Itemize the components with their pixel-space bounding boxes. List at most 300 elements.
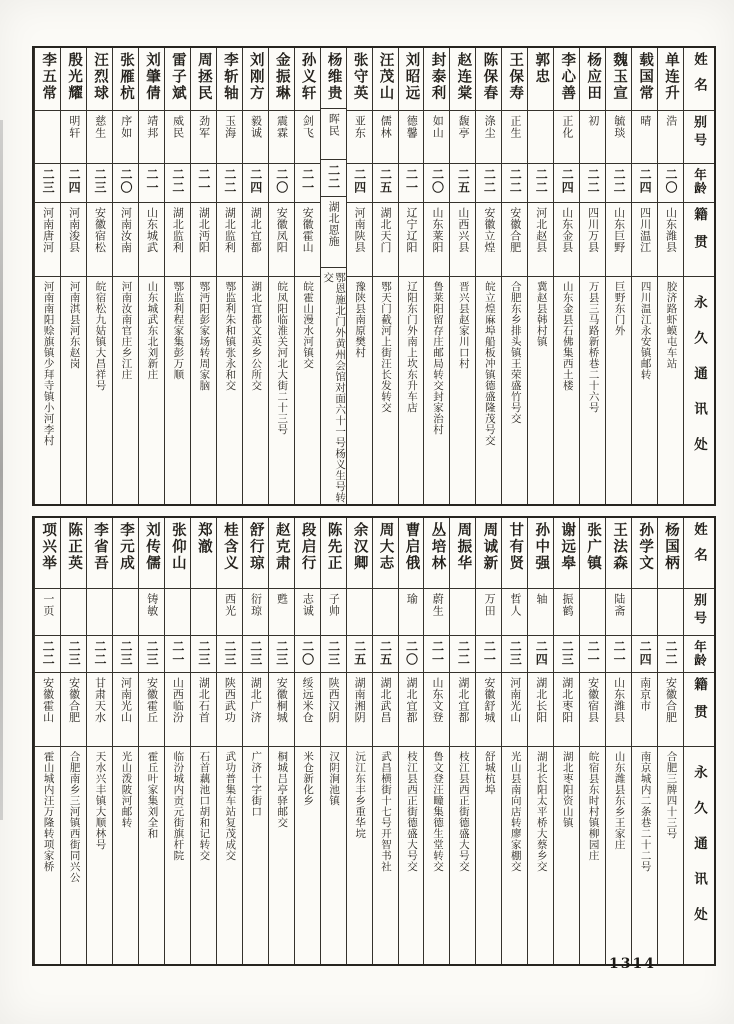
name-cell xyxy=(61,48,86,110)
alias-cell xyxy=(269,110,294,163)
name-text: 周诚新 xyxy=(481,522,498,572)
age-cell xyxy=(61,635,86,672)
name-cell xyxy=(476,48,501,110)
age-text: 二二 xyxy=(93,640,108,666)
alias-cell xyxy=(347,110,372,163)
name-text: 陈先正 xyxy=(325,522,342,572)
alias-text: 万田 xyxy=(483,593,496,617)
address-cell xyxy=(424,276,449,504)
name-cell xyxy=(606,518,631,588)
address-cell xyxy=(606,276,631,504)
age-cell xyxy=(165,635,190,672)
name-text: 刘传儒 xyxy=(143,522,160,572)
directory-table-top xyxy=(32,46,716,506)
name-cell xyxy=(139,518,164,588)
native-text: 山东金县 xyxy=(560,207,573,253)
native-cell xyxy=(658,202,683,276)
name-cell xyxy=(243,48,268,110)
native-text: 安徽合肥 xyxy=(67,677,80,723)
alias-cell xyxy=(61,588,86,635)
native-cell xyxy=(321,196,346,267)
native-text: 安徽立煌 xyxy=(482,207,495,253)
entry-column xyxy=(320,518,346,964)
native-text: 安徽宿县 xyxy=(586,677,599,723)
header-address-text: 永久通讯处 xyxy=(692,295,707,473)
address-text: 武功普集车站复茂成交 xyxy=(224,751,236,861)
name-text: 李斩轴 xyxy=(221,52,238,102)
native-text: 湖南湘阴 xyxy=(353,677,366,723)
age-text: 二四 xyxy=(560,168,575,194)
native-text: 湖北石首 xyxy=(197,677,210,723)
entry-column xyxy=(112,518,138,964)
address-cell xyxy=(269,746,294,964)
age-text: 二三 xyxy=(560,640,575,666)
age-text: 二三 xyxy=(326,640,341,666)
native-cell xyxy=(269,672,294,746)
header-alias-cell xyxy=(684,588,714,635)
name-text: 孙中强 xyxy=(533,522,550,572)
address-cell xyxy=(632,746,657,964)
native-cell xyxy=(243,672,268,746)
native-text: 四川万县 xyxy=(586,207,599,253)
address-text: 皖凤阳临淮关河北大街二十三号 xyxy=(276,281,288,435)
address-text: 合肥南乡三河镇西街同兴公 xyxy=(68,751,80,883)
age-text: 二二 xyxy=(508,168,523,194)
alias-cell xyxy=(528,110,553,163)
header-column xyxy=(683,48,714,504)
name-text: 赵连棠 xyxy=(455,52,472,102)
native-cell xyxy=(580,672,605,746)
age-text: 二一 xyxy=(196,168,211,194)
name-cell xyxy=(35,518,60,588)
native-cell xyxy=(165,202,190,276)
age-cell xyxy=(243,163,268,202)
native-text: 山东城武 xyxy=(145,207,158,253)
name-text: 张守英 xyxy=(351,52,368,102)
name-text: 杨应田 xyxy=(585,52,602,102)
native-cell xyxy=(554,672,579,746)
age-cell xyxy=(269,635,294,672)
address-cell xyxy=(61,276,86,504)
alias-text: 浩 xyxy=(664,115,677,127)
name-cell xyxy=(191,518,216,588)
name-text: 雷子斌 xyxy=(169,52,186,102)
address-cell xyxy=(554,746,579,964)
native-cell xyxy=(61,672,86,746)
age-cell xyxy=(295,635,320,672)
age-cell xyxy=(35,163,60,202)
native-text: 河南汝南 xyxy=(119,207,132,253)
native-text: 湖北天门 xyxy=(379,207,392,253)
age-cell xyxy=(165,163,190,202)
name-text: 单连升 xyxy=(663,52,680,102)
age-text: 二三 xyxy=(67,640,82,666)
age-text: 二三 xyxy=(274,640,289,666)
address-cell xyxy=(61,746,86,964)
native-text: 安徽宿松 xyxy=(93,207,106,253)
age-cell xyxy=(502,163,527,202)
alias-cell xyxy=(606,588,631,635)
address-cell xyxy=(528,276,553,504)
header-name-cell xyxy=(684,48,714,110)
name-cell xyxy=(528,48,553,110)
native-text: 山东潍县 xyxy=(612,677,625,723)
native-cell xyxy=(450,202,475,276)
name-cell xyxy=(139,48,164,110)
alias-text: 振鹤 xyxy=(560,593,573,617)
address-cell xyxy=(528,746,553,964)
alias-text: 德馨 xyxy=(405,115,418,139)
age-cell xyxy=(295,163,320,202)
name-text: 李心善 xyxy=(559,52,576,102)
alias-cell xyxy=(139,110,164,163)
alias-cell xyxy=(165,588,190,635)
address-text: 鄂天门截河上街汪长发转交 xyxy=(380,281,392,413)
address-text: 石首藕池口胡和记转交 xyxy=(198,751,210,861)
native-text: 安徽桐城 xyxy=(275,677,288,723)
name-text: 郑澈 xyxy=(195,522,212,555)
native-text: 山西兴县 xyxy=(456,207,469,253)
name-text: 杨维贵 xyxy=(325,52,342,102)
age-text: 二一 xyxy=(430,640,445,666)
age-cell xyxy=(632,635,657,672)
native-cell xyxy=(139,202,164,276)
native-cell xyxy=(373,202,398,276)
entry-column xyxy=(372,518,398,964)
native-text: 湖北宜都 xyxy=(249,207,262,253)
alias-cell xyxy=(191,110,216,163)
name-cell xyxy=(321,48,346,108)
address-text: 巨野东门外 xyxy=(613,281,625,336)
native-cell xyxy=(580,202,605,276)
address-text: 光山县南向店转廖家棚交 xyxy=(509,751,521,872)
native-text: 湖北宜都 xyxy=(456,677,469,723)
native-cell xyxy=(424,202,449,276)
address-cell xyxy=(139,276,164,504)
age-text: 二一 xyxy=(612,640,627,666)
age-text: 二三 xyxy=(222,640,237,666)
name-text: 周大志 xyxy=(377,522,394,572)
age-cell xyxy=(321,635,346,672)
address-text: 辽阳东门外南上坎东升车店 xyxy=(405,281,417,413)
address-cell xyxy=(632,276,657,504)
native-text: 安徽舒城 xyxy=(482,677,495,723)
header-age-cell xyxy=(684,635,714,672)
address-cell xyxy=(295,276,320,504)
address-cell xyxy=(373,746,398,964)
name-text: 曹启俄 xyxy=(403,522,420,572)
native-cell xyxy=(528,672,553,746)
header-name-cell xyxy=(684,518,714,588)
native-cell xyxy=(424,672,449,746)
address-cell xyxy=(217,746,242,964)
address-text: 枝江县西正街德盛大号交 xyxy=(457,751,469,872)
address-cell xyxy=(165,276,190,504)
name-text: 舒行琼 xyxy=(247,522,264,572)
age-cell xyxy=(191,163,216,202)
address-text: 广济十字街口 xyxy=(250,751,262,817)
native-cell xyxy=(269,202,294,276)
alias-cell xyxy=(347,588,372,635)
name-cell xyxy=(580,48,605,110)
entry-column xyxy=(605,518,631,964)
alias-text: 如山 xyxy=(431,115,444,139)
header-address-cell xyxy=(684,746,714,964)
address-cell xyxy=(450,276,475,504)
native-text: 安徽凤阳 xyxy=(275,207,288,253)
name-text: 郭忠 xyxy=(533,52,550,85)
age-text: 二二 xyxy=(482,168,497,194)
name-text: 金振琳 xyxy=(273,52,290,102)
page-number: 1314 xyxy=(609,956,656,972)
age-cell xyxy=(217,635,242,672)
address-text: 河南汝南官庄乡江庄 xyxy=(120,281,132,380)
name-cell xyxy=(321,518,346,588)
name-cell xyxy=(243,518,268,588)
alias-cell xyxy=(554,588,579,635)
age-text: 二二 xyxy=(41,640,56,666)
address-cell xyxy=(35,746,60,964)
age-text: 二〇 xyxy=(300,640,315,666)
age-text: 二一 xyxy=(300,168,315,194)
native-text: 山西临汾 xyxy=(171,677,184,723)
native-text: 甘肃天水 xyxy=(93,677,106,723)
entry-column xyxy=(138,48,164,504)
name-text: 余汉卿 xyxy=(351,522,368,572)
entry-column xyxy=(268,48,294,504)
address-text: 舒城杭埠 xyxy=(483,751,495,795)
name-cell xyxy=(347,518,372,588)
alias-text: 铸敏 xyxy=(145,593,158,617)
address-cell xyxy=(476,276,501,504)
address-text: 湖北长阳太平桥大蔡乡交 xyxy=(535,751,547,872)
native-text: 安徽霍山 xyxy=(301,207,314,253)
age-cell xyxy=(424,635,449,672)
address-cell xyxy=(243,276,268,504)
age-text: 二三 xyxy=(248,640,263,666)
name-cell xyxy=(658,518,683,588)
address-cell xyxy=(658,746,683,964)
age-text: 二五 xyxy=(378,640,393,666)
alias-text: 正化 xyxy=(560,115,573,139)
native-text: 陕西武功 xyxy=(223,677,236,723)
age-text: 二二 xyxy=(586,168,601,194)
name-text: 丛培林 xyxy=(429,522,446,572)
age-text: 二四 xyxy=(638,640,653,666)
native-cell xyxy=(502,202,527,276)
entry-column xyxy=(423,48,449,504)
address-text: 河南南阳赊旗镇少拜寺镇小河李村 xyxy=(42,281,54,446)
native-cell xyxy=(295,202,320,276)
name-text: 刘肇倩 xyxy=(143,52,160,102)
address-cell xyxy=(321,746,346,964)
alias-text: 儒林 xyxy=(379,115,392,139)
alias-text: 子帅 xyxy=(327,593,340,617)
alias-text: 涤尘 xyxy=(483,115,496,139)
name-text: 刘昭远 xyxy=(403,52,420,102)
alias-text: 威民 xyxy=(171,115,184,139)
entry-column xyxy=(294,48,320,504)
name-text: 谢远皋 xyxy=(559,522,576,572)
address-text: 豫陕县南原樊村 xyxy=(354,281,366,358)
entry-column xyxy=(372,48,398,504)
alias-cell xyxy=(632,110,657,163)
name-text: 李五常 xyxy=(40,52,57,102)
header-column xyxy=(683,518,714,964)
age-text: 二四 xyxy=(248,168,263,194)
entry-column xyxy=(268,518,294,964)
age-cell xyxy=(476,635,501,672)
name-cell xyxy=(450,48,475,110)
age-text: 二一 xyxy=(586,640,601,666)
name-cell xyxy=(217,518,242,588)
alias-cell xyxy=(35,110,60,163)
header-alias-text: 别号 xyxy=(692,115,707,151)
native-text: 河北赵县 xyxy=(534,207,547,253)
native-text: 湖北沔阳 xyxy=(197,207,210,253)
address-text: 湖北宜都文英乡公所交 xyxy=(250,281,262,391)
native-cell xyxy=(606,202,631,276)
alias-cell xyxy=(191,588,216,635)
entry-column xyxy=(527,48,553,504)
alias-text: 剑飞 xyxy=(301,115,314,139)
age-text: 二三 xyxy=(119,640,133,666)
age-text: 二四 xyxy=(67,168,82,194)
native-text: 河南光山 xyxy=(508,677,521,723)
alias-cell xyxy=(373,588,398,635)
header-native-text: 籍贯 xyxy=(692,207,707,262)
header-address-cell xyxy=(684,276,714,504)
address-cell xyxy=(476,746,501,964)
age-text: 二五 xyxy=(456,168,471,194)
name-cell xyxy=(424,518,449,588)
native-text: 湖北恩施 xyxy=(327,201,340,248)
age-text: 二三 xyxy=(41,168,56,194)
alias-text: 明轩 xyxy=(67,115,80,139)
alias-cell xyxy=(606,110,631,163)
name-text: 张广镇 xyxy=(585,522,602,572)
alias-cell xyxy=(450,588,475,635)
address-text: 皖立煌麻埠船板冲镇德盛隆茂号交 xyxy=(483,281,495,446)
age-text: 二五 xyxy=(352,640,367,666)
alias-text: 序如 xyxy=(119,115,132,139)
address-text: 万县三马路新桥巷二十六号 xyxy=(587,281,599,413)
name-cell xyxy=(269,518,294,588)
name-cell xyxy=(580,518,605,588)
alias-cell xyxy=(269,588,294,635)
native-text: 绥远米仓 xyxy=(301,677,314,723)
native-text: 河南陕县 xyxy=(353,207,366,253)
age-cell xyxy=(580,163,605,202)
age-cell xyxy=(476,163,501,202)
native-cell xyxy=(243,202,268,276)
alias-cell xyxy=(373,110,398,163)
name-cell xyxy=(295,518,320,588)
header-age-text: 年龄 xyxy=(692,640,707,667)
age-cell xyxy=(347,635,372,672)
address-text: 四川温江永安镇邮转 xyxy=(639,281,651,380)
entry-column xyxy=(320,48,346,504)
native-cell xyxy=(113,202,138,276)
age-text: 二二 xyxy=(456,640,471,666)
address-text: 胶济路虾蟆屯车站 xyxy=(665,281,677,369)
name-text: 周拯民 xyxy=(195,52,212,102)
address-text: 武昌横街十七号开智书社 xyxy=(380,751,392,872)
entry-column xyxy=(86,518,112,964)
native-text: 安徽霍山 xyxy=(41,677,54,723)
address-cell xyxy=(113,276,138,504)
name-text: 封泰利 xyxy=(429,52,446,102)
alias-text: 玉海 xyxy=(223,115,236,139)
address-cell xyxy=(165,746,190,964)
address-text: 鄂恩施北门外黄州会馆对面六十一号杨义生号转交 xyxy=(322,272,346,504)
header-native-cell xyxy=(684,202,714,276)
age-cell xyxy=(632,163,657,202)
entry-column xyxy=(216,48,242,504)
alias-cell xyxy=(476,110,501,163)
native-text: 四川温江 xyxy=(638,207,651,253)
entry-column xyxy=(112,48,138,504)
address-text: 枝江县西正街德盛大号交 xyxy=(405,751,417,872)
name-cell xyxy=(373,48,398,110)
name-text: 赵克肃 xyxy=(273,522,290,572)
address-text: 鄂监利朱和镇张永和交 xyxy=(224,281,236,391)
alias-text: 劲军 xyxy=(197,115,210,139)
header-age-text: 年龄 xyxy=(692,168,707,195)
native-cell xyxy=(373,672,398,746)
address-cell xyxy=(113,746,138,964)
address-text: 皖宿松九姑镇大昌祥号 xyxy=(94,281,106,391)
native-cell xyxy=(217,672,242,746)
native-text: 湖北广济 xyxy=(249,677,262,723)
address-text: 湖北枣阳资山镇 xyxy=(561,751,573,828)
native-text: 河南浚县 xyxy=(67,207,80,253)
native-cell xyxy=(528,202,553,276)
address-text: 霍山城内汪万隆转项家桥 xyxy=(42,751,54,872)
alias-cell xyxy=(476,588,501,635)
alias-text: 瑜 xyxy=(405,593,418,605)
native-text: 山东莱阳 xyxy=(430,207,443,253)
entry-column xyxy=(553,48,579,504)
entry-column xyxy=(138,518,164,964)
name-cell xyxy=(424,48,449,110)
alias-cell xyxy=(321,588,346,635)
name-cell xyxy=(165,48,190,110)
address-text: 鲁莱阳留存庄邮局转交封家治村 xyxy=(431,281,443,435)
age-cell xyxy=(113,635,138,672)
header-name-text: 姓名 xyxy=(692,52,707,103)
entry-column xyxy=(527,518,553,964)
entry-column xyxy=(553,518,579,964)
alias-cell xyxy=(399,110,424,163)
address-cell xyxy=(502,746,527,964)
alias-text: 震霖 xyxy=(275,115,288,139)
scan-edge-artifact xyxy=(0,120,3,820)
name-text: 杨国柄 xyxy=(663,522,680,572)
alias-text: 陆斋 xyxy=(612,593,625,617)
age-cell xyxy=(373,163,398,202)
alias-cell xyxy=(295,588,320,635)
address-cell xyxy=(347,276,372,504)
entry-column xyxy=(605,48,631,504)
age-text: 二三 xyxy=(196,640,211,666)
age-text: 二一 xyxy=(144,168,159,194)
address-cell xyxy=(347,746,372,964)
name-text: 段启行 xyxy=(299,522,316,572)
native-cell xyxy=(87,202,112,276)
address-cell xyxy=(269,276,294,504)
address-text: 鲁文登汪疃集德生堂转交 xyxy=(431,751,443,872)
